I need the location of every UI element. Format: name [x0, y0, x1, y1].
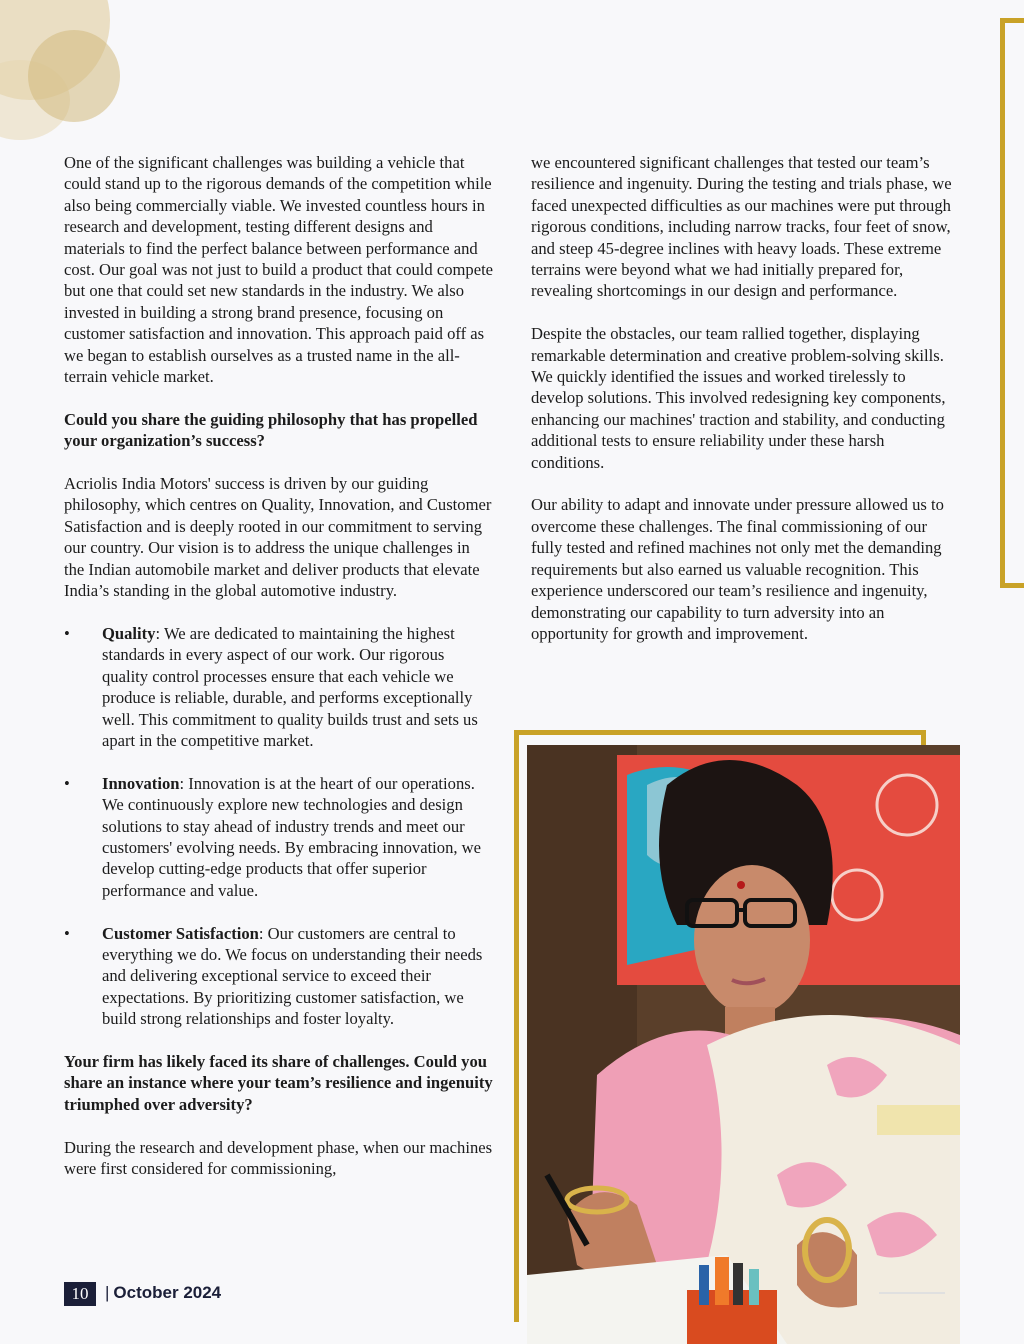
interview-question: Could you share the guiding philosophy that has propelled your organization’s success? [64, 409, 478, 451]
body-paragraph: One of the significant challenges was building a vehicle that could stand up to the rigorous demands of the competition while also being commercially viable. We invested countless hours in research and development, testing different designs and materials to find the perfect balance between performance and cost. Our goal was not just to build a product that could compete but one that could set new standards in the industry. We also invested in building a strong brand presence, focusing on customer satisfaction and innovation. This approach paid off as we began to establish ourselves as a trusted name in the all-terrain vehicle market. [64, 153, 494, 387]
bullet-term: Customer Satisfaction [102, 923, 259, 943]
body-paragraph: Acriolis India Motors' success is driven by our guiding philosophy, which centres on Quality, Innovation, and Customer Satisfaction and is deeply rooted in our commitment to serving our country. Our vision is to address the unique challenges in the Indian automobile market and deliver products that elevate India’s standing in the global automotive industry. [64, 474, 492, 601]
bullet-icon: • [64, 923, 70, 943]
issue-date [105, 1281, 221, 1305]
body-paragraph: Despite the obstacles, our team rallied together, displaying remarkable determination and creative problem-solving skills. We quickly identified the issues and worked tirelessly to develop solutions. This involved redesigning key components, enhancing our machines' traction and stability, and conducting additional tests to ensure reliability under these harsh conditions. [531, 324, 946, 472]
bullet-text: : Innovation is at the heart of our operations. We continuously explore new technologies and design solutions to stay ahead of industry trends and meet our customers' evolving needs. By embracing innovation, we develop cutting-edge products that offer superior performance and value. [102, 773, 482, 900]
bullet-item-innovation [64, 773, 494, 901]
bullet-icon: • [64, 623, 70, 643]
bullet-text: : We are dedicated to maintaining the highest standards in every aspect of our work. Our rigorous quality control processes ensure that each vehicle we produce is reliable, durable, and performs exceptionally well. This commitment to quality builds trust and sets us apart in the competitive market. [102, 623, 478, 750]
portrait-photo [527, 745, 960, 1344]
bullet-icon: • [64, 773, 70, 793]
bullet-text: : Our customers are central to everything we do. We focus on understanding their needs and delivering exceptional service to exceed their expectations. By prioritizing customer satisfaction, we build strong relationships and foster loyalty. [102, 923, 483, 1029]
portrait-illustration [527, 745, 960, 1344]
issue-date-text: October 2024 [113, 1283, 222, 1302]
bullet-term: Quality [102, 623, 156, 643]
bullet-term: Innovation [102, 773, 180, 793]
bullet-item-quality [64, 623, 494, 751]
decorative-circle [28, 30, 120, 122]
left-column [64, 152, 494, 1201]
right-column [531, 152, 961, 666]
bullet-item-customer-satisfaction [64, 923, 494, 1030]
body-paragraph: we encountered significant challenges that tested our team’s resilience and ingenuity. During the testing and trials phase, we faced unexpected difficulties as our machines were put through rigorous conditions, including narrow tracks, four feet of snow, and steep 45-degree inclines with heavy loads. These extreme terrains were beyond what we had initially prepared for, revealing shortcomings in our design and performance. [531, 153, 952, 301]
body-paragraph: During the research and development phase, when our machines were first considered for commissioning, [64, 1137, 493, 1178]
footer-separator: | [105, 1283, 110, 1302]
page-number: 10 [64, 1282, 96, 1306]
interview-question: Your firm has likely faced its share of challenges. Could you share an instance where your team’s resilience and ingenuity triumphed over adversity? [64, 1051, 493, 1114]
decorative-gold-bracket [1000, 18, 1024, 588]
body-paragraph: Our ability to adapt and innovate under pressure allowed us to overcome these challenges. The final commissioning of our fully tested and refined machines not only met the demanding requirements but also earned us valuable recognition. This experience underscored our team’s resilience and ingenuity, demonstrating our capability to turn adversity into an opportunity for growth and improvement. [531, 495, 944, 643]
